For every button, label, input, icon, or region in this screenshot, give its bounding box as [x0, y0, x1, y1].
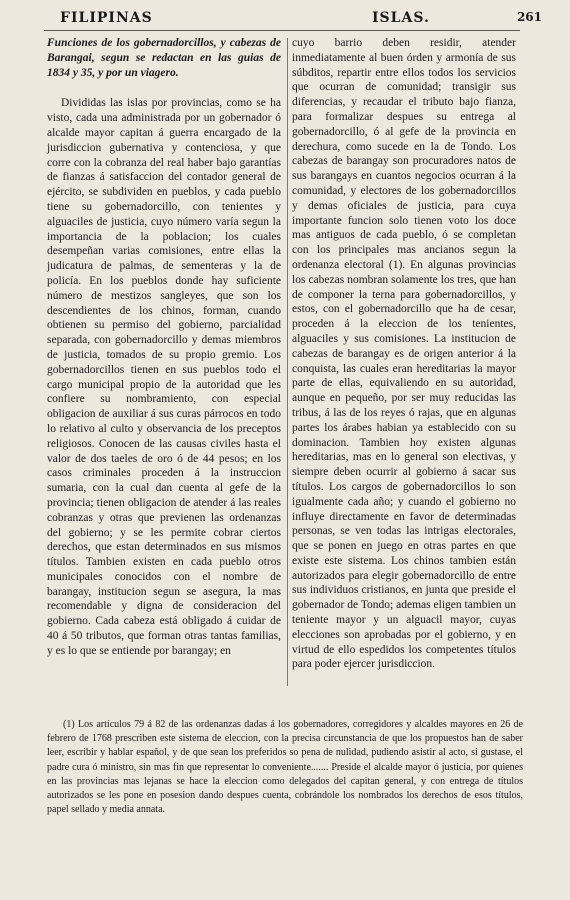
column-divider: [287, 38, 288, 686]
header-rule: [44, 30, 520, 31]
header-left-title: FILIPINAS: [60, 10, 153, 26]
body-paragraph: Divididas las islas por provincias, como se ha visto, cada una administrada por un gobernador ó alcalde mayor capitan á guerra encargado de la jurisdiccion gubernativa y contenciosa, y que corre con la cobranza del real haber bajo garantías de fianzas á satisfaccion del contador general de ejército, se subdividen en pueblos, y cada pueblo tiene su gobernadorcillo, con tenientes y alguaciles de justicia, cuyo número varía segun la importancia de la poblacion; los cuales desempeñan varias comisiones, entre ellas la judicatura de palmas, de sementeras y la de policía. En los pueblos donde hay suficiente número de mestizos sangleyes, que son los descendientes de los chinos, forman, cuando obtienen su permiso del gobierno, parcialidad separada, con gobernadorcillo y demas miembros de justicia, tomados de su propio gremio. Los gobernadorcillos tienen en sus pueblos todo el cargo municipal propio de la autoridad que les confiere su nombramiento, con especial obligacion de auxiliar á sus curas párrocos en todo lo relativo al culto y observancia de los preceptos religiosos. Conocen de las causas civiles hasta el valor de dos taeles de oro ó de 44 pesos; en los casos criminales proceden á la instruccion sumaria, con la cual dan cuenta al gefe de la provincia; tienen obligacion de atender á las reales cobranzas y otras que previenen las ordenanzas del gobierno; y se les permite cobrar ciertos derechos, que estan determinados en sus mismos títulos. Tambien existen en cada pueblo otros municipales conocidos con el nombre de barangay, institucion segun se asegura, la mas recomendable y digna de consideracion del gobierno. Cada cabeza está obligado á cuidar de 40 á 50 tributos, que forman otras tantas familias, y es lo que se entiende por barangay; en: [47, 97, 281, 657]
footnote: (1) Los artículos 79 á 82 de las ordenanzas dadas á los gobernadores, corregidores y alcaldes mayores en 26 de febrero de 1768 prescriben este sistema de eleccion, con la precisa circunstancia de que los propuestos han de saber leer, escribir y hablar español, y de que sean los preferidos so pena de nulidad, pudiendo asistir al acto, si gustase, el padre cura ó ministro, sin mas fin que representar lo conveniente....... Preside el alcalde mayor ó justicia, por quienes en las provincias mas lejanas se hace la eleccion como delegados del capitan general, y con entrega de títulos autorizados se les pone en posesion dando despues cuenta, cobrándole los nombrados los derechos de esos títulos, papel sellado y media annata.: [47, 719, 523, 816]
body-paragraph-continued: cuyo barrio deben residir, atender inmediatamente al buen órden y armonía de sus súbditos, repartir entre ellos todos los servicios que ocurran de comunidad; transigir sus diferencias, y recaudar el tributo bajo fianza, para formalizar despues su entrega al gobernadorcillo, ó al gefe de la provincia en derechura, como sucede en la de Tondo. Los cabezas de barangay son procuradores natos de sus barangays en cuantos negocios ocurran á la comunidad, y electores de los gobernadorcillos y demas oficiales de justicia, para cuya importante funcion solo tienen voto los doce mas antiguos de cada pueblo, ó se completan con los principales mas ancianos segun la ordenanza electoral (1). En algunas provincias los cabezas nombran solamente los tres, que han de componer la terna para gobernadorcillos, y estos, con el gobernadorcillo que ha de cesar, proceden á la eleccion de los tenientes, alguaciles y sus comisiones. La institucion de cabezas de barangay es de origen anterior á la conquista, las cuales eran hereditarias la mayor parte de ellas, equivaliendo en su autoridad, aunque en pequeño, por ser muy reducidas las tribus, á las de los reyes ó rajas, que en algunas partes los árabes habian ya establecido con su dominacion. Tambien hoy existen algunas hereditarias, mas en lo general son electivas, y siempre deben ocurrir al gobierno á sacar sus títulos. Los cargos de gobernadorcillos lo son igualmente cada año; y cuando el gobierno no influye directamente en favor de determinadas personas, se ven todas las intrigas electorales, que se ponen en juego en otras partes en que existe este sistema. Los chinos tambien están autorizados para elegir gobernadorcillo de entre sus individuos cristianos, en junta que preside el gobernador de Tondo; ademas eligen tambien un teniente mayor y un alguacil mayor, cuyas elecciones son aprobadas por el gobierno, y en virtud de ello espedidos los competentes títulos para poder ejercer jurisdiccion.: [292, 37, 516, 671]
right-column: [292, 36, 516, 672]
running-header: [0, 10, 570, 32]
header-center-title: ISLAS.: [372, 10, 430, 26]
section-title: Funciones de los gobernadorcillos, y cabezas de Barangai, segun se redactan en las guias de 1834 y 35, y por un viagero.: [47, 37, 281, 79]
page-number: 261: [516, 10, 542, 24]
left-column: [47, 36, 281, 659]
